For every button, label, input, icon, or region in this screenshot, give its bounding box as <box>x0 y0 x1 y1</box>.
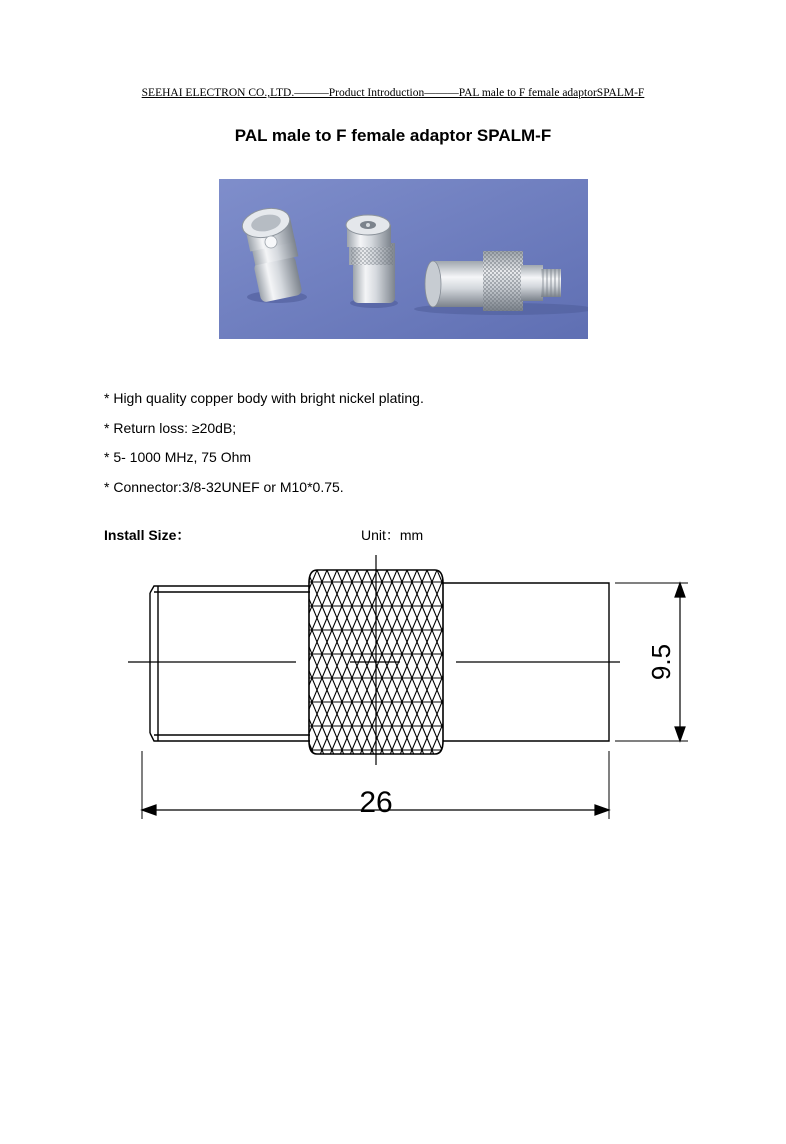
f-female-connector-photo <box>346 215 398 308</box>
feature-list <box>104 386 424 504</box>
page-title: PAL male to F female adaptor SPALM-F <box>234 126 552 145</box>
dimension-drawing <box>120 555 700 825</box>
feature-item: * 5- 1000 MHz, 75 Ohm <box>104 449 252 465</box>
feature-item: * Connector:3/8-32UNEF or M10*0.75. <box>104 478 344 495</box>
unit-label: Unit：mm <box>361 527 424 543</box>
feature-item: * High quality copper body with bright nickel plating. <box>104 390 424 406</box>
page-header: SEEHAI ELECTRON CO.,LTD.———Product Introduction———PAL male to F female adaptorSPALM-F <box>141 87 645 99</box>
install-size-label: Install Size： <box>104 527 191 543</box>
length-value: 26 <box>359 786 393 819</box>
diameter-value: 9.5 <box>646 643 676 681</box>
left-thread-body <box>150 586 310 741</box>
diameter-dimension-line <box>675 583 685 741</box>
feature-item: * Return loss: ≥20dB; <box>104 419 237 436</box>
product-photo <box>219 179 588 339</box>
